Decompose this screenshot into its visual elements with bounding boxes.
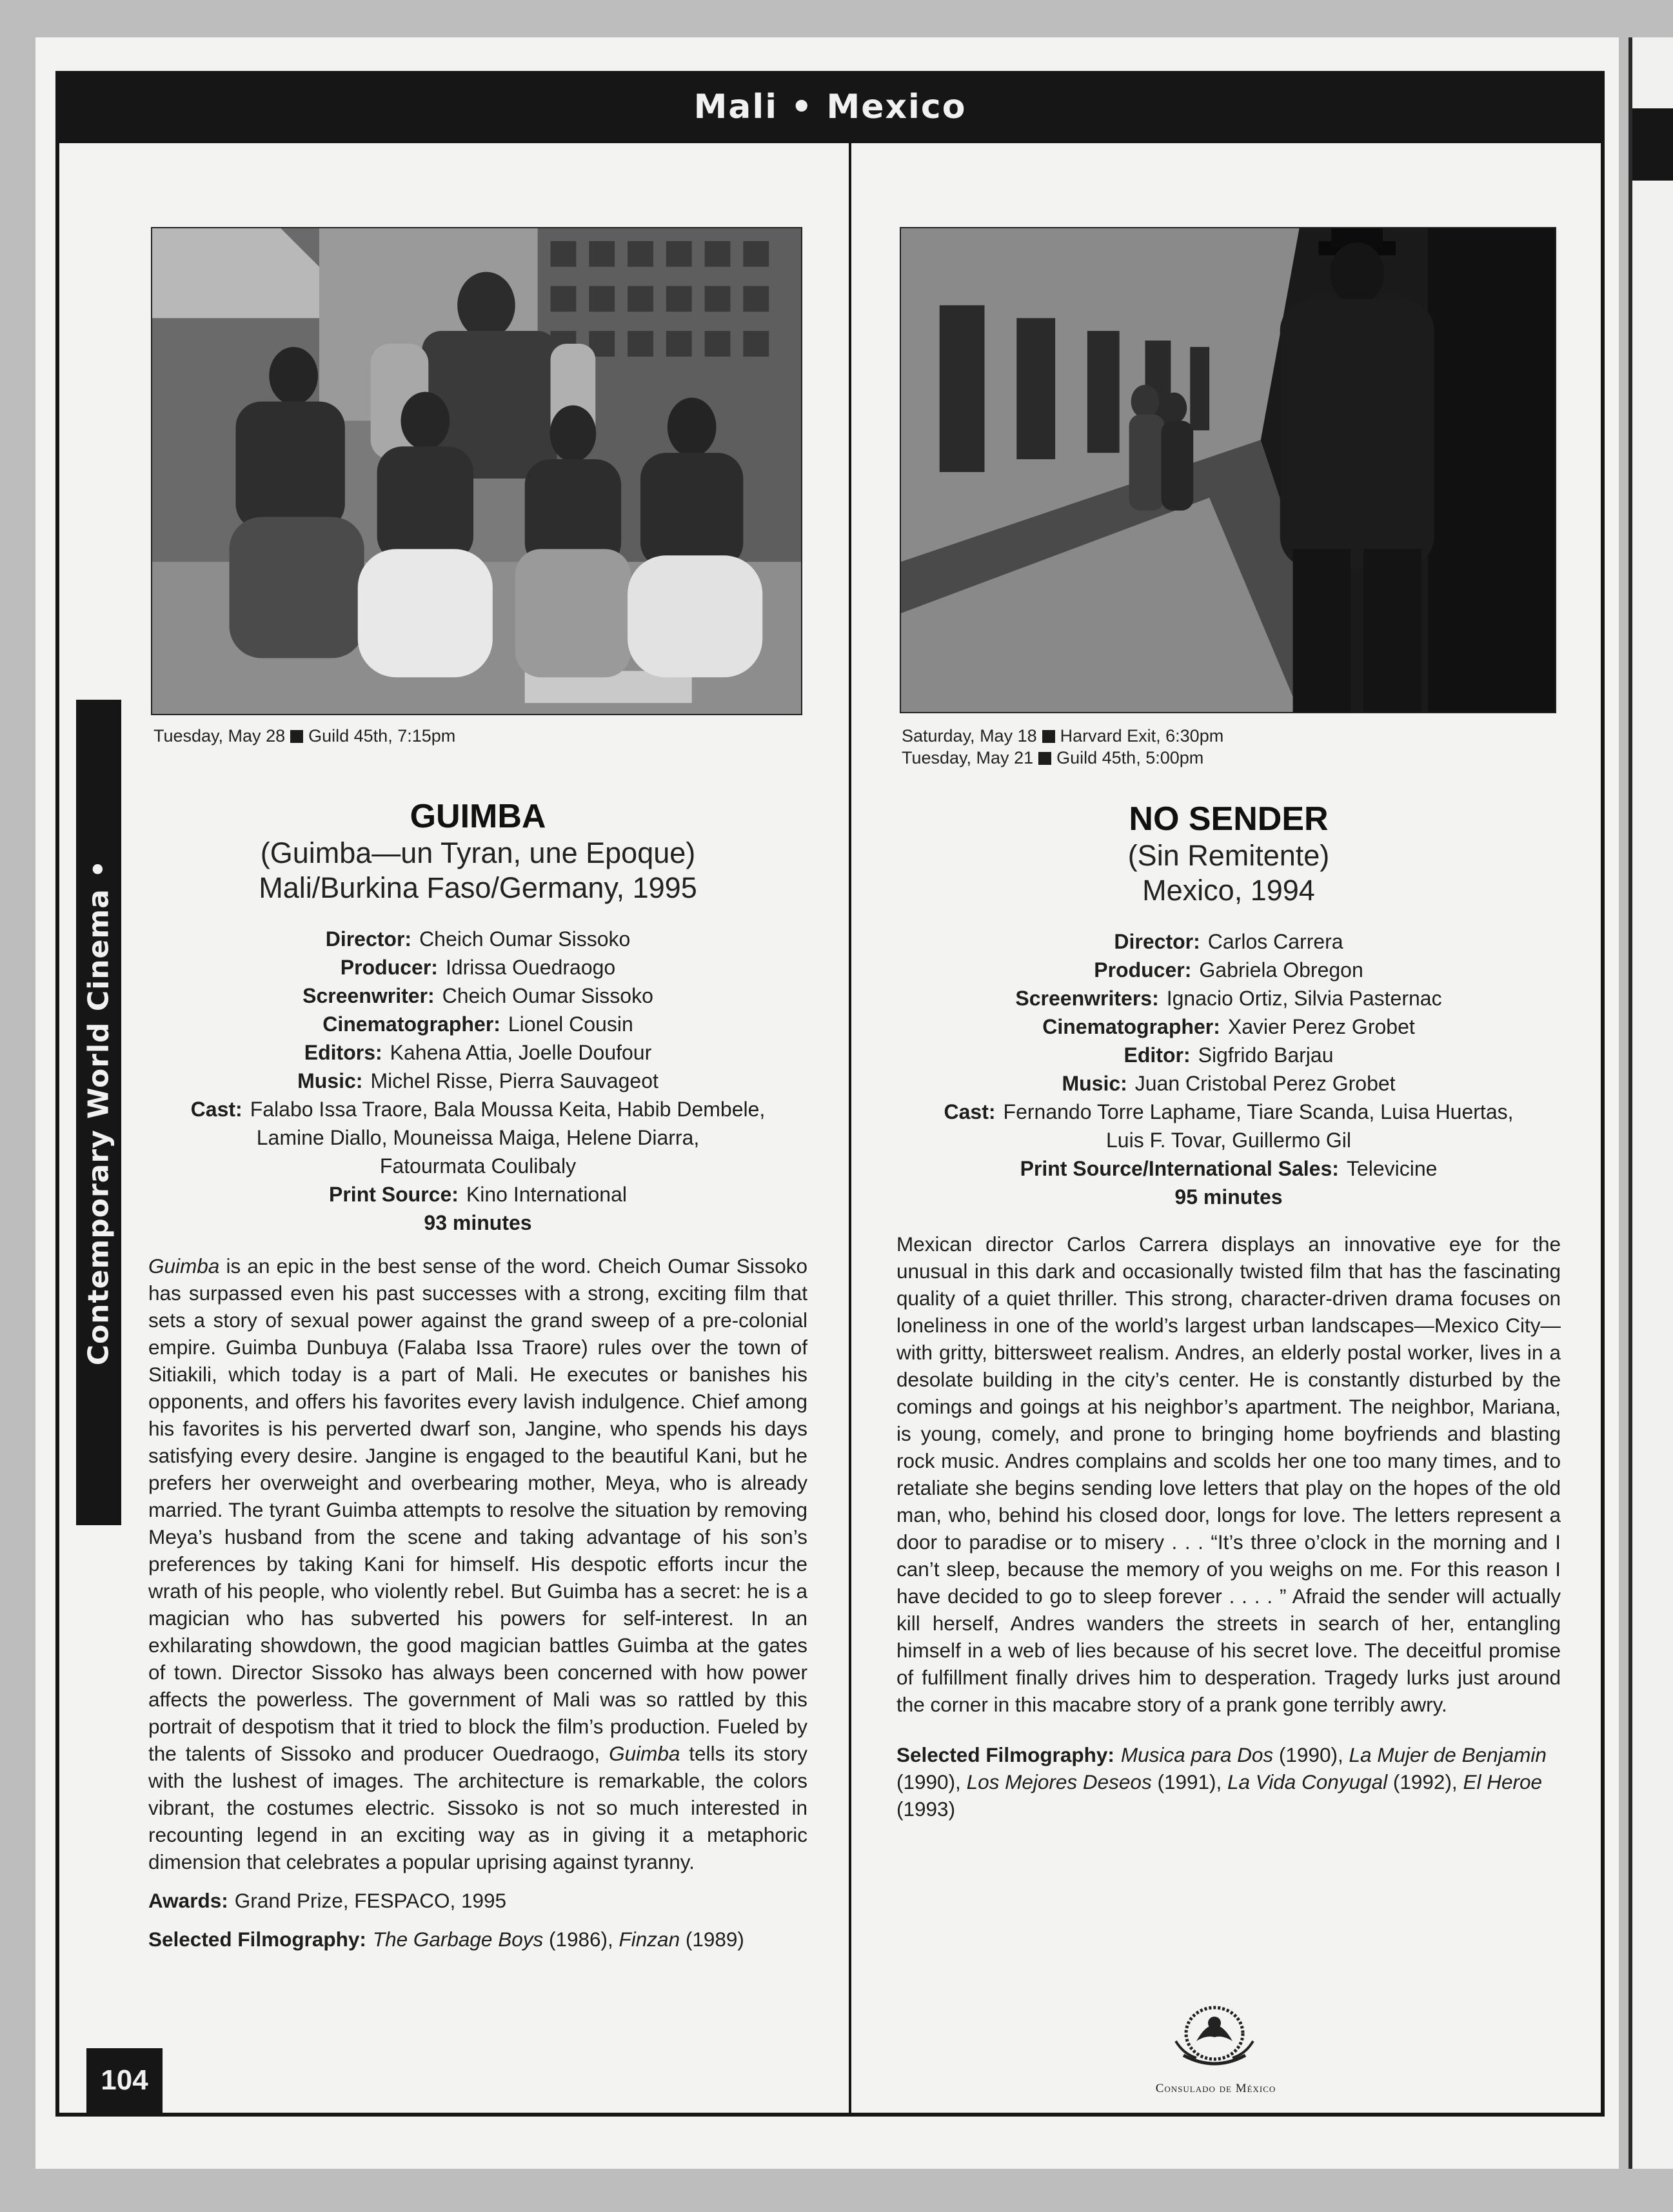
- credit-line: Music: Michel Risse, Pierra Sauvageot: [297, 1069, 658, 1092]
- film-still-no-sender-image: [901, 228, 1555, 712]
- film-origin: Mali/Burkina Faso/Germany, 1995: [259, 871, 697, 904]
- credit-line: Screenwriters: Ignacio Ortiz, Silvia Pasternac: [1015, 987, 1442, 1010]
- synopsis: Mexican director Carlos Carrera displays an innovative eye for the unusual in this dark and occasionally twisted film that has the fascinating quality of a quiet thriller. This strong, character-driven drama focuses on loneliness in one of the world’s largest urban landscapes—Mexico City—with gritty, bittersweet realism. Andres, an elderly postal worker, lives in a desolate building in the city’s center. He is constantly disturbed by the comings and goings at his neighbor’s apartment. The neighbor, Mariana, is young, comely, and prone to bringing home boyfriends and blasting rock music. Andres complains and scolds her one too many times, and to retaliate she begins sending love letters that play on the hopes of the old man, who, behind his closed door, longs for love. The letters represent a door to paradise or to misery . . . “It’s three o’clock in the morning and I can’t sleep, because the memory of you weighs on me. For this reason I have decided to go to sleep forever . . . . ” Afraid the sender will actually kill herself, Andres wanders the streets in search of her, entangling himself in a web of lies because of his secret love. The deceitful promise of fulfillment finally drives him to desperation. Tragedy lurks just around the corner in this macabre story of a prank gone terribly awry.: [896, 1232, 1561, 1716]
- runtime: 95 minutes: [1174, 1185, 1283, 1209]
- cast-line: Cast: Falabo Issa Traore, Bala Moussa Keita, Habib Dembele,: [190, 1098, 766, 1121]
- credit-line: Director: Carlos Carrera: [1114, 930, 1343, 953]
- original-title: (Guimba—un Tyran, une Epoque): [260, 836, 696, 869]
- runtime: 93 minutes: [424, 1211, 532, 1234]
- side-tab: [76, 700, 121, 1525]
- screening-times: [153, 725, 455, 747]
- credit-line: Editors: Kahena Attia, Joelle Doufour: [304, 1041, 652, 1064]
- cast-line: Cast: Fernando Torre Laphame, Tiare Scanda, Luisa Huertas,: [944, 1100, 1514, 1123]
- section-header: [55, 71, 1605, 143]
- screening-date: Tuesday, May 21: [902, 748, 1034, 767]
- square-bullet-icon: [1042, 730, 1055, 743]
- sponsor-caption: Consulado de México: [1155, 2082, 1276, 2095]
- credit-line: Editor: Sigfrido Barjau: [1124, 1043, 1334, 1067]
- page-number: 104: [86, 2048, 163, 2113]
- square-bullet-icon: [290, 730, 303, 743]
- cast-line: Luis F. Tovar, Guillermo Gil: [1106, 1129, 1351, 1152]
- credit-line: Producer: Gabriela Obregon: [1094, 958, 1363, 982]
- cast-line: Lamine Diallo, Mouneissa Maiga, Helene Diarra,: [256, 1126, 700, 1149]
- screening-venue: Guild 45th, 7:15pm: [308, 726, 456, 746]
- screening-venue: Guild 45th, 5:00pm: [1056, 748, 1204, 767]
- frame-rule-bottom: [55, 2113, 1605, 2117]
- synopsis: Guimba is an epic in the best sense of the word. Cheich Oumar Sissoko has surpassed even his past successes with a strong, exciting film that sets a story of sexual power against the grand sweep of a pre-colonial empire. Guimba Dunbuya (Falaba Issa Traore) rules over the town of Sitiakili, which today is a part of Mali. He executes or banishes his opponents, and offers his favorites every lavish indulgence. Chief among his favorites is his perverted dwarf son, Jangine, who spends his days satisfying every desire. Jangine is engaged to the beautiful Kani, but he prefers her overweight and overbearing mother, Meya, who is already married. The tyrant Guimba attempts to resolve the situation by removing Meya’s husband from the scene and taking advantage of his son’s preferences by taking Kani for himself. His despotic efforts incur the wrath of his people, who violently rebel. But Guimba has a secret: he is a magician who has subverted his powers for self-interest. In an exhilarating showdown, the good magician battles Guimba at the gates of town. Director Sissoko has always been concerned with how power affects the powerless. The government of Mali was so rattled by this portrait of despotism that it tried to block the film’s production. Fueled by the talents of Sissoko and producer Ouedraogo, Guimba tells its story with the lushest of images. The architecture is remarkable, the colors vibrant, the costumes electric. Sissoko is not so much interested in recounting legend in an exciting way as in giving it a metaphoric dimension that celebrates a popular uprising against tyranny.: [148, 1254, 807, 1873]
- film-entry-guimba: [148, 797, 807, 1953]
- original-title: (Sin Remitente): [1127, 839, 1330, 872]
- frame-rule-right: [1601, 143, 1605, 2117]
- film-title: NO SENDER: [1129, 800, 1329, 838]
- screening-date: Tuesday, May 28: [153, 726, 286, 746]
- column-divider: [849, 143, 851, 2117]
- credits: [896, 927, 1561, 1211]
- cast-line: Fatourmata Coulibaly: [379, 1154, 577, 1178]
- credit-line: Cinematographer: Xavier Perez Grobet: [1042, 1015, 1415, 1038]
- credit-line: Screenwriter: Cheich Oumar Sissoko: [302, 984, 653, 1007]
- film-entry-no-sender: [896, 800, 1561, 1822]
- credit-line: Cinematographer: Lionel Cousin: [322, 1012, 633, 1036]
- film-title: GUIMBA: [410, 798, 546, 835]
- side-tab-label: Contemporary World Cinema •: [82, 859, 115, 1366]
- credit-line: Producer: Idrissa Ouedraogo: [340, 956, 616, 979]
- credits: [148, 925, 807, 1237]
- film-still-guimba: [151, 227, 802, 715]
- adjacent-page-edge: [1628, 37, 1673, 2169]
- credit-line: Music: Juan Cristobal Perez Grobet: [1062, 1072, 1396, 1095]
- screening-venue: Harvard Exit, 6:30pm: [1060, 726, 1224, 746]
- mexican-eagle-seal-icon: [1171, 1996, 1258, 2072]
- square-bullet-icon: [1038, 752, 1051, 765]
- screening-date: Saturday, May 18: [902, 726, 1037, 746]
- film-still-no-sender: [900, 227, 1556, 713]
- section-title: Mali • Mexico: [693, 88, 967, 126]
- screening-times: [902, 725, 1223, 769]
- frame-rule-left: [55, 143, 59, 2117]
- film-still-guimba-image: [152, 228, 801, 714]
- awards: Awards: Grand Prize, FESPACO, 1995: [148, 1889, 507, 1912]
- selected-filmography: Selected Filmography: Musica para Dos (1990), La Mujer de Benjamin (1990), Los Mejores Deseos (1991), La Vida Conyugal (1992), El Heroe (1993): [896, 1743, 1547, 1821]
- selected-filmography: Selected Filmography: The Garbage Boys (1986), Finzan (1989): [148, 1928, 744, 1951]
- print-source: Print Source/International Sales: Televicine: [1020, 1157, 1438, 1180]
- credit-line: Director: Cheich Oumar Sissoko: [325, 927, 631, 951]
- film-origin: Mexico, 1994: [1142, 874, 1315, 907]
- print-source: Print Source: Kino International: [329, 1183, 627, 1206]
